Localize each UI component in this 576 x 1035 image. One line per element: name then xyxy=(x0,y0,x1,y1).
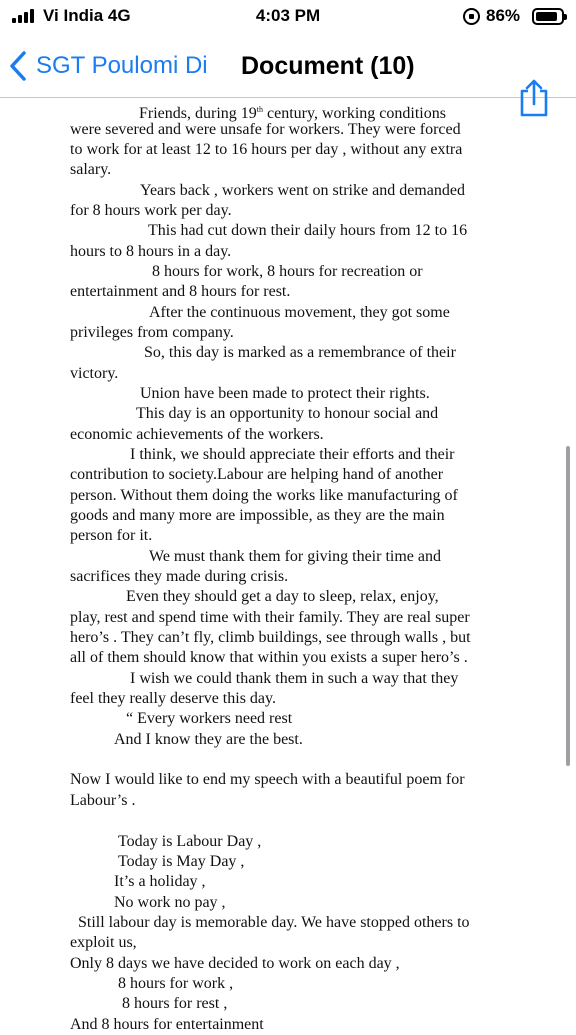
back-button[interactable] xyxy=(8,46,208,86)
document-line: 8 hours for work , xyxy=(118,975,234,992)
orientation-lock-icon xyxy=(463,8,480,25)
document-line: exploit us, xyxy=(70,934,137,951)
document-line: person. Without them doing the works like manufacturing of xyxy=(70,487,458,504)
chevron-left-icon xyxy=(8,50,28,82)
document-line: We must thank them for giving their time and xyxy=(149,548,441,565)
document-line: hours to 8 hours in a day. xyxy=(70,243,232,260)
document-line: I think, we should appreciate their efforts and their xyxy=(130,446,455,463)
document-line: Today is May Day , xyxy=(118,853,245,870)
document-line: salary. xyxy=(70,161,112,178)
battery-icon xyxy=(532,8,564,25)
document-line: Today is Labour Day , xyxy=(118,833,262,850)
document-line: This had cut down their daily hours from 12 to 16 xyxy=(148,222,468,239)
document-content[interactable] xyxy=(0,98,576,1033)
back-button-label: SGT Poulomi Di xyxy=(36,52,208,79)
document-line: privileges from company. xyxy=(70,324,234,341)
document-line: to work for at least 12 to 16 hours per day , without any extra xyxy=(70,141,463,158)
document-line: Now I would like to end my speech with a beautiful poem for xyxy=(70,771,465,788)
document-line: feel they really deserve this day. xyxy=(70,690,276,707)
document-line: all of them should know that within you exists a super hero’s . xyxy=(70,649,468,666)
document-line: Years back , workers went on strike and demanded xyxy=(140,182,465,199)
document-line: person for it. xyxy=(70,527,153,544)
document-line: for 8 hours work per day. xyxy=(70,202,232,219)
document-line: Friends, during 19th century, working conditions xyxy=(139,105,446,122)
document-line: I wish we could thank them in such a way that they xyxy=(130,670,459,687)
document-line: 8 hours for work, 8 hours for recreation or xyxy=(152,263,423,280)
battery-percent: 86% xyxy=(486,6,521,25)
status-time: 4:03 PM xyxy=(255,6,321,25)
document-title: Document (10) xyxy=(241,52,415,80)
document-line: were severed and were unsafe for workers. They were forced xyxy=(70,121,461,138)
document-line: Still labour day is memorable day. We have stopped others to xyxy=(78,914,470,931)
document-line: goods and many more are impossible, as they are the main xyxy=(70,507,445,524)
document-line: “ Every workers need rest xyxy=(126,710,293,727)
document-line: Even they should get a day to sleep, relax, enjoy, xyxy=(126,588,439,605)
document-line: play, rest and spend time with their family. They are real super xyxy=(70,609,470,626)
document-line: No work no pay , xyxy=(114,894,226,911)
document-line: And 8 hours for entertainment xyxy=(70,1016,264,1033)
battery-fill xyxy=(536,12,557,21)
document-line: 8 hours for rest , xyxy=(122,995,228,1012)
document-line: hero’s . They can’t fly, climb buildings, see through walls , but xyxy=(70,629,471,646)
document-line: economic achievements of the workers. xyxy=(70,426,324,443)
document-line: victory. xyxy=(70,365,119,382)
document-line: sacrifices they made during crisis. xyxy=(70,568,289,585)
document-line: Labour’s . xyxy=(70,792,136,809)
document-line: And I know they are the best. xyxy=(114,731,303,748)
document-line: Only 8 days we have decided to work on each day , xyxy=(70,955,400,972)
document-line: This day is an opportunity to honour social and xyxy=(136,405,439,422)
document-line: contribution to society.Labour are helping hand of another xyxy=(70,466,444,483)
document-line: It’s a holiday , xyxy=(114,873,206,890)
status-bar xyxy=(0,0,576,34)
document-line: After the continuous movement, they got some xyxy=(149,304,450,321)
navigation-bar xyxy=(0,36,576,98)
document-line: Union have been made to protect their rights. xyxy=(140,385,430,402)
carrier-label: Vi India 4G xyxy=(43,6,131,25)
vertical-scrollbar[interactable] xyxy=(566,446,570,766)
document-line: So, this day is marked as a remembrance of their xyxy=(144,344,456,361)
document-line: entertainment and 8 hours for rest. xyxy=(70,283,291,300)
